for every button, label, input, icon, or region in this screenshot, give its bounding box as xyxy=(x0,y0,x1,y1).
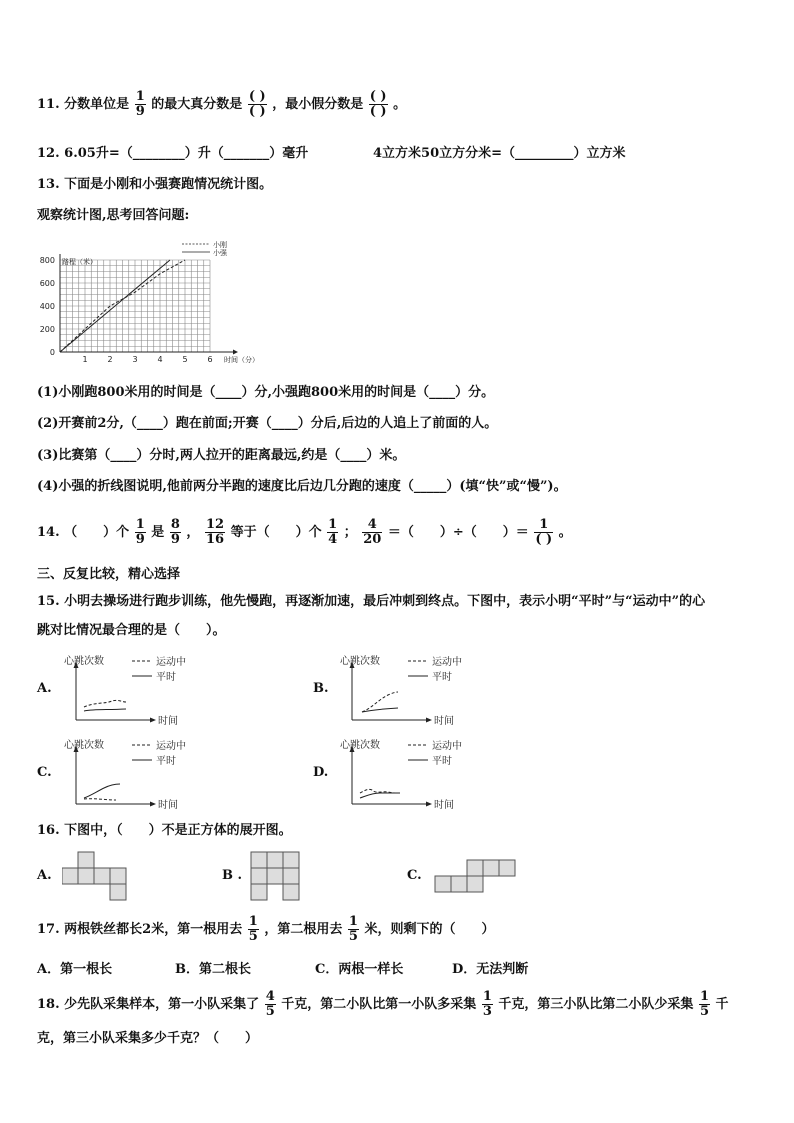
q14-text-2: 是 xyxy=(151,525,165,540)
q15-option-d[interactable]: D. xyxy=(313,765,329,780)
q18-text-3: 千克，第三小队比第二小队少采集 xyxy=(498,997,694,1012)
x-axis-arrow xyxy=(233,350,238,355)
chart-axes xyxy=(60,254,238,355)
question-11 xyxy=(37,90,406,119)
x-axis-label: 时间 xyxy=(158,800,178,811)
q13-sub1: (1)小刚跑800米用的时间是（____）分,小强跑800米用的时间是（____）分。 xyxy=(37,385,495,400)
y-axis-label: 心跳次数 xyxy=(64,656,104,667)
y-axis-label: 心跳次数 xyxy=(340,740,380,751)
legend-label-exercise: 运动中 xyxy=(156,657,186,668)
q18-line-2: 克，第三小队采集多少千克？（ ） xyxy=(37,1031,259,1046)
q16-option-c[interactable]: C. xyxy=(407,868,422,883)
q12-part1: 6.05升=（________）升（_______）毫升 xyxy=(64,146,309,161)
q14-text-1: （ ）个 xyxy=(64,525,130,540)
x-tick-label: 3 xyxy=(132,355,138,364)
q14-frac-2: $\frac{8}{9}$ xyxy=(170,517,180,547)
q16-option-a[interactable]: A. xyxy=(37,868,52,883)
q14-frac-5: $\frac{4}{20}$ xyxy=(363,517,382,547)
q13-sub2: (2)开赛前2分,（____）跑在前面;开赛（____）分后,后边的人追上了前面的人。 xyxy=(37,416,498,431)
q14-text-3: ， xyxy=(186,525,200,540)
x-axis-arrow xyxy=(150,718,156,723)
x-tick-label: 6 xyxy=(207,355,213,364)
question-15-line1 xyxy=(37,593,705,611)
race-line-chart xyxy=(34,240,274,365)
question-12 xyxy=(37,145,308,163)
x-axis-label: 时间 xyxy=(158,716,178,727)
q12-number: 12. xyxy=(37,146,60,161)
normal-curve xyxy=(362,708,398,712)
x-axis-label: 时间 xyxy=(434,716,454,727)
q14-end: 。 xyxy=(558,525,572,540)
question-16 xyxy=(37,822,292,840)
section-3-heading: 三、反复比较，精心选择 xyxy=(37,567,181,582)
q18-text-1: 少先队采集样本，第一小队采集了 xyxy=(64,997,260,1012)
x-tick-label: 4 xyxy=(157,355,163,364)
q15-chart-c xyxy=(60,736,210,811)
x-tick-label: 1 xyxy=(82,355,88,364)
q14-number: 14. xyxy=(37,525,60,540)
q15-chart-b xyxy=(336,652,486,727)
q15-option-c[interactable]: C. xyxy=(37,765,52,780)
q17-text-1: 两根铁丝都长2米，第一根用去 xyxy=(64,922,243,937)
normal-curve xyxy=(360,793,400,798)
q16-net-a xyxy=(62,851,130,903)
normal-curve xyxy=(84,784,120,798)
q15-chart-d xyxy=(336,736,486,811)
q16-net-b xyxy=(250,851,306,903)
question-18 xyxy=(37,990,729,1019)
legend-label-normal: 平时 xyxy=(432,756,452,767)
q13-intro: 观察统计图,思考回答问题: xyxy=(37,208,190,223)
exercise-curve xyxy=(360,789,400,793)
q18-number: 18. xyxy=(37,997,60,1012)
q17-text-2: ，第二根用去 xyxy=(264,922,343,937)
x-axis-label: 时间 xyxy=(434,800,454,811)
q11-end: 。 xyxy=(393,97,407,112)
normal-curve xyxy=(84,709,126,711)
q16-text: 下图中，（ ）不是正方体的展开图。 xyxy=(64,823,292,838)
q11-text-b: 的最大真分数是 xyxy=(151,97,243,112)
legend-label-小刚: 小刚 xyxy=(213,241,227,249)
x-axis-arrow xyxy=(150,802,156,807)
q16-net-c xyxy=(434,859,518,897)
q17-option-d[interactable]: D．无法判断 xyxy=(452,962,529,977)
y-tick-label: 600 xyxy=(39,279,55,288)
y-tick-label: 200 xyxy=(39,325,55,334)
q16-number: 16. xyxy=(37,823,60,838)
q18-text-4: 千 xyxy=(715,997,729,1012)
legend-label-exercise: 运动中 xyxy=(156,741,186,752)
q14-text-5: ； xyxy=(343,525,357,540)
q11-answer-blank-2[interactable]: $\frac{( )}{( )}$ xyxy=(369,89,387,119)
q15-text-2: 跳对比情况最合理的是（ ）。 xyxy=(37,623,226,638)
y-tick-label: 800 xyxy=(39,256,55,265)
q17-number: 17. xyxy=(37,922,60,937)
q18-frac-1: $\frac{4}{5}$ xyxy=(265,989,275,1019)
legend-label-exercise: 运动中 xyxy=(432,741,462,752)
q18-text-2: 千克，第二小队比第一小队多采集 xyxy=(281,997,477,1012)
q11-text-c: ，最小假分数是 xyxy=(272,97,364,112)
y-axis-label: 心跳次数 xyxy=(64,740,104,751)
legend-label-normal: 平时 xyxy=(432,672,452,683)
q14-frac-6[interactable]: $\frac{1}{( )}$ xyxy=(535,517,553,547)
x-tick-label: 2 xyxy=(107,355,113,364)
q13-sub3: (3)比赛第（____）分时,两人拉开的距离最远,约是（____）米。 xyxy=(37,448,406,463)
q17-option-b[interactable]: B．第二根长 xyxy=(175,962,251,977)
q17-option-c[interactable]: C．两根一样长 xyxy=(315,962,404,977)
legend-label-exercise: 运动中 xyxy=(432,657,462,668)
y-axis-label: 心跳次数 xyxy=(340,656,380,667)
x-tick-label: 5 xyxy=(182,355,188,364)
y-tick-label: 400 xyxy=(39,302,55,311)
q14-frac-4: $\frac{1}{4}$ xyxy=(328,517,338,547)
q14-text-4: 等于（ ）个 xyxy=(230,525,322,540)
chart-grid xyxy=(60,260,210,352)
chart-legend xyxy=(182,240,228,257)
q15-option-b[interactable]: B. xyxy=(313,681,329,696)
x-axis-arrow xyxy=(426,802,432,807)
q12-part2: 4立方米50立方分米=（_________）立方米 xyxy=(373,146,626,161)
q17-option-a[interactable]: A．第一根长 xyxy=(37,962,113,977)
exercise-curve xyxy=(84,700,126,707)
q15-option-a[interactable]: A. xyxy=(37,681,52,696)
question-13-title xyxy=(37,176,272,194)
q15-chart-a xyxy=(60,652,210,727)
q13-sub4: (4)小强的折线图说明,他前两分半跑的速度比后边几分跑的速度（_____）(填“快”或“慢”)。 xyxy=(37,479,567,494)
q14-text-6: ＝（ ）÷（ ）＝ xyxy=(387,525,529,540)
exercise-curve xyxy=(84,799,116,800)
q11-fraction: $\frac{1}{9}$ xyxy=(135,89,145,119)
question-14 xyxy=(37,518,572,547)
x-axis-label: 时间（分） xyxy=(224,356,259,364)
legend-label-normal: 平时 xyxy=(156,672,176,683)
q18-frac-2: $\frac{1}{3}$ xyxy=(482,989,492,1019)
q14-frac-1: $\frac{1}{9}$ xyxy=(135,517,145,547)
y-axis-label: 路程（米） xyxy=(62,258,97,266)
q16-option-b[interactable]: B . xyxy=(222,868,243,883)
q11-answer-blank-1[interactable]: $\frac{( )}{( )}$ xyxy=(248,89,266,119)
q15-number: 15. xyxy=(37,594,60,609)
q18-frac-3: $\frac{1}{5}$ xyxy=(699,989,709,1019)
legend-label-normal: 平时 xyxy=(156,756,176,767)
q13-title-text: 下面是小刚和小强赛跑情况统计图。 xyxy=(64,177,273,192)
q17-frac-2: $\frac{1}{5}$ xyxy=(348,914,358,944)
q11-number: 11. xyxy=(37,97,60,112)
y-tick-label: 0 xyxy=(49,348,55,357)
q15-text-1: 小明去操场进行跑步训练，他先慢跑，再逐渐加速，最后冲刺到终点。下图中，表示小明“平时”与“运动中”的心 xyxy=(64,594,706,609)
q11-text-a: 分数单位是 xyxy=(64,97,130,112)
legend-label-小强: 小强 xyxy=(213,249,227,257)
question-17 xyxy=(37,915,494,944)
q14-frac-3: $\frac{12}{16}$ xyxy=(205,517,225,547)
x-axis-arrow xyxy=(426,718,432,723)
q17-frac-1: $\frac{1}{5}$ xyxy=(248,914,258,944)
q13-number: 13. xyxy=(37,177,60,192)
q17-text-3: 米，则剩下的（ ） xyxy=(364,922,495,937)
